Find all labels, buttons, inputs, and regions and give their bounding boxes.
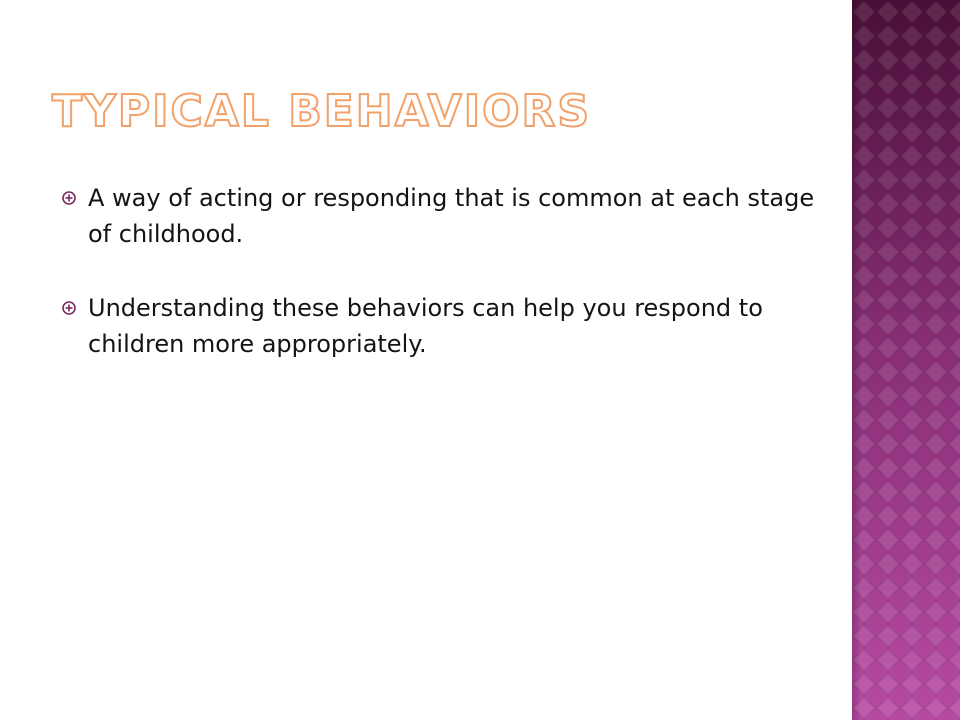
bullet-text: A way of acting or responding that is common at each stage of childhood. [88,184,815,248]
bullet-list [62,180,822,400]
circled-plus-icon [62,301,76,315]
decorative-side-panel [852,0,960,720]
bullet-item [62,290,822,362]
circled-plus-icon [62,191,76,205]
bullet-item [62,180,822,252]
slide-title: TYPICAL BEHAVIORS [52,86,592,137]
bullet-text: Understanding these behaviors can help you respond to children more appropriately. [88,294,763,358]
diamond-pattern [852,0,960,720]
